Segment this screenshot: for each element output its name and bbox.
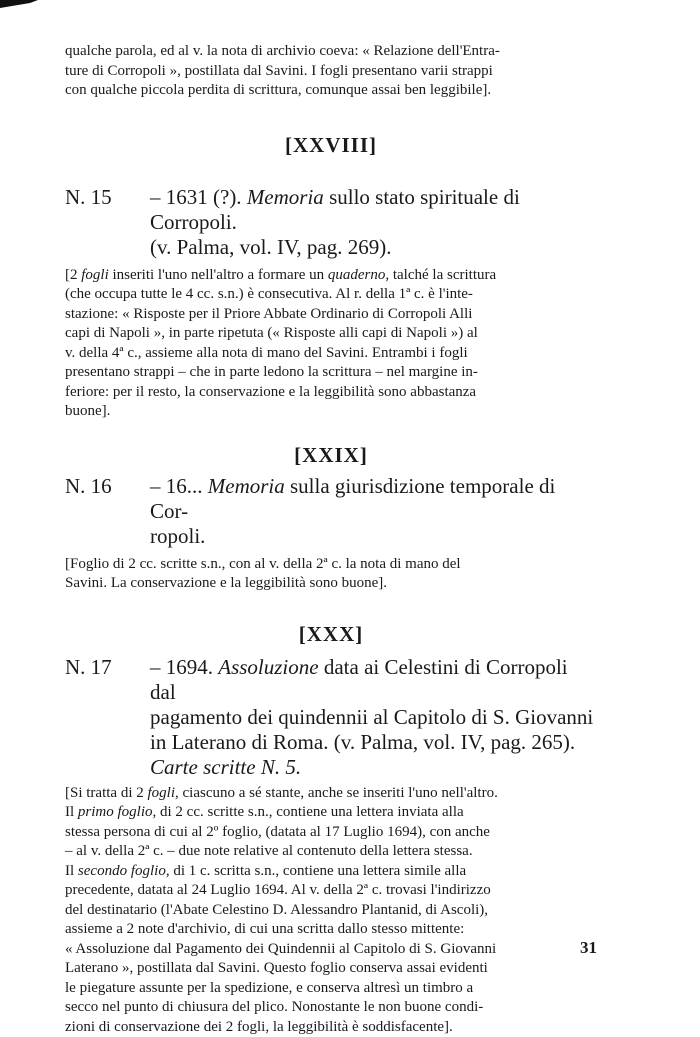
- text-line: Il primo foglio, di 2 cc. scritte s.n., contiene una lettera inviata alla: [65, 803, 597, 823]
- text-line: stessa persona di cui al 2º foglio, (datata al 17 Luglio 1694), con anche: [65, 823, 597, 843]
- section-xxix: [65, 442, 597, 594]
- entry-title: [65, 474, 597, 549]
- text-line: le piegature assunte per la spedizione, e conserva altresì un timbro a: [65, 979, 597, 999]
- text-line: v. della 4ª c., assieme alla nota di mano del Savini. Entrambi i fogli: [65, 344, 597, 364]
- text-line: qualche parola, ed al v. la nota di archivio coeva: « Relazione dell'Entra-: [65, 42, 597, 62]
- entry-number: N. 17: [65, 655, 150, 780]
- title-line: pagamento dei quindennii al Capitolo di S. Giovanni: [150, 705, 597, 730]
- title-line: in Laterano di Roma. (v. Palma, vol. IV, pag. 265).: [150, 730, 597, 755]
- text-line: ture di Corropoli », postillata dal Savini. I fogli presentano varii strappi: [65, 62, 597, 82]
- text-line: Il secondo foglio, di 1 c. scritta s.n., contiene una lettera simile alla: [65, 862, 597, 882]
- text-line: buone].: [65, 402, 597, 422]
- entry-title: [65, 185, 597, 260]
- text-line: secco nel punto di chiusura del plico. Nonostante le non buone condi-: [65, 998, 597, 1018]
- page-number: 31: [580, 938, 597, 958]
- text-line: del destinatario (l'Abate Celestino D. Alessandro Plantanid, di Ascoli),: [65, 901, 597, 921]
- text-line: feriore: per il resto, la conservazione e la leggibilità sono abbastanza: [65, 383, 597, 403]
- text-line: stazione: « Risposte per il Priore Abbate Ordinario di Corropoli Alli: [65, 305, 597, 325]
- text-line: [Foglio di 2 cc. scritte s.n., con al v. della 2ª c. la nota di mano del: [65, 555, 597, 575]
- entry-note: [65, 266, 597, 422]
- title-line: Carte scritte N. 5.: [150, 755, 597, 780]
- text-line: zioni di conservazione dei 2 fogli, la leggibilità è soddisfacente].: [65, 1018, 597, 1037]
- text-line: [2 fogli inseriti l'uno nell'altro a formare un quaderno, talché la scrittura: [65, 266, 597, 286]
- title-line: ropoli.: [150, 524, 597, 549]
- section-heading: [XXVIII]: [65, 132, 597, 158]
- section-heading: [XXX]: [65, 621, 597, 647]
- section-heading: [XXIX]: [65, 442, 597, 468]
- section-xxviii: [65, 132, 597, 422]
- text-line: Savini. La conservazione e la leggibilità sono buone].: [65, 574, 597, 594]
- continuation-paragraph: [65, 42, 597, 101]
- text-line: [Si tratta di 2 fogli, ciascuno a sé stante, anche se inseriti l'uno nell'altro.: [65, 784, 597, 804]
- title-line: (v. Palma, vol. IV, pag. 269).: [150, 235, 597, 260]
- corner-scan-mark: [0, 0, 38, 10]
- text-line: presentano strappi – che in parte ledono la scrittura – nel margine in-: [65, 363, 597, 383]
- text-line: capi di Napoli », in parte ripetuta (« Risposte alli capi di Napoli ») al: [65, 324, 597, 344]
- text-line: assieme a 2 note d'archivio, di cui una scritta dallo stesso mittente:: [65, 920, 597, 940]
- title-line: – 16... Memoria sulla giurisdizione temporale di Cor-: [150, 474, 597, 524]
- text-line: precedente, datata al 24 Luglio 1694. Al v. della 2ª c. trovasi l'indirizzo: [65, 881, 597, 901]
- entry-title: [65, 655, 597, 780]
- page-body: [65, 40, 597, 1037]
- text-line: con qualche piccola perdita di scrittura, comunque assai ben leggibile].: [65, 81, 597, 101]
- entry-number: N. 16: [65, 474, 150, 549]
- entry-note: [65, 555, 597, 594]
- title-line: – 1694. Assoluzione data ai Celestini di Corropoli dal: [150, 655, 597, 705]
- text-line: (che occupa tutte le 4 cc. s.n.) è consecutiva. Al r. della 1ª c. è l'inte-: [65, 285, 597, 305]
- text-line: – al v. della 2ª c. – due note relative al contenuto della lettera stessa.: [65, 842, 597, 862]
- title-line: – 1631 (?). Memoria sullo stato spirituale di Corropoli.: [150, 185, 597, 235]
- entry-number: N. 15: [65, 185, 150, 260]
- entry-note: [65, 784, 597, 1037]
- section-xxx: [65, 621, 597, 1037]
- text-line: Laterano », postillata dal Savini. Questo foglio conserva assai evidenti: [65, 959, 597, 979]
- text-line: « Assoluzione dal Pagamento dei Quindennii al Capitolo di S. Giovanni: [65, 940, 597, 960]
